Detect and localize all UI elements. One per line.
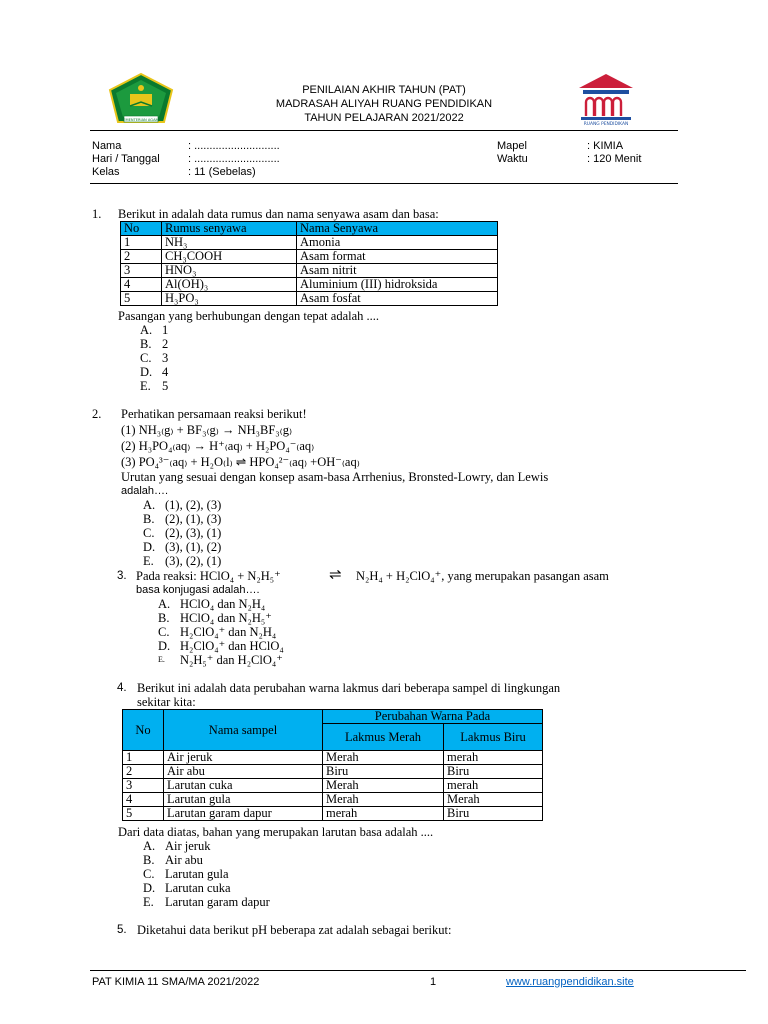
kelas-row xyxy=(92,166,352,179)
student-info xyxy=(92,140,352,179)
q3-number: 3. xyxy=(117,570,127,582)
q3-text-a: Pada reaksi: HClO₄ + N₂H₅⁺ xyxy=(136,569,281,583)
kemenag-logo-text: KEMENTERIAN AGAMA xyxy=(120,118,162,122)
table-row: 1 Air jeruk Merah merah xyxy=(123,751,543,765)
nama-field[interactable]: : ............................ xyxy=(188,140,280,152)
option-c[interactable]: C. 3 xyxy=(140,351,169,365)
title-line-1: PENILAIAN AKHIR TAHUN (PAT) xyxy=(302,84,466,96)
footer-left: PAT KIMIA 11 SMA/MA 2021/2022 xyxy=(92,976,260,988)
q4-prompt: Dari data diatas, bahan yang merupakan larutan basa adalah .... xyxy=(118,825,434,839)
q1-options xyxy=(140,323,168,393)
option-b[interactable]: B. (2), (1), (3) xyxy=(143,512,222,526)
q2-prompt-line-2: adalah…. xyxy=(121,485,169,497)
option-c[interactable]: C. Larutan gula xyxy=(143,867,229,881)
option-a[interactable]: A. HClO₄ dan N₂H₄ xyxy=(158,597,266,611)
q4-header-group: Perubahan Warna Pada xyxy=(323,710,543,724)
title-line-2: MADRASAH ALIYAH RUANG PENDIDIKAN xyxy=(275,98,493,110)
q3-options xyxy=(158,597,284,667)
option-a[interactable]: A. (1), (2), (3) xyxy=(143,498,222,512)
q1-header-name: Nama Senyawa xyxy=(297,222,498,236)
q4-options xyxy=(143,839,270,909)
option-c[interactable]: C. H₂ClO₄⁺ dan N₂H₄ xyxy=(158,625,277,639)
page-number: 1 xyxy=(430,976,437,988)
nama-label: Nama xyxy=(92,140,122,152)
table-row: 1 NH₃ Amonia xyxy=(121,236,498,250)
table-row: 5 H₃PO₃ Asam fosfat xyxy=(121,292,498,306)
option-e[interactable]: E. 5 xyxy=(140,379,169,393)
option-d[interactable]: D. H₂ClO₄⁺ dan HClO₄ xyxy=(158,639,284,653)
option-e[interactable]: E. N₂H₅⁺ dan H₂ClO₄⁺ xyxy=(158,653,283,667)
option-d[interactable]: D. (3), (1), (2) xyxy=(143,540,222,554)
mapel-value: : KIMIA xyxy=(587,140,624,152)
option-a[interactable]: A. Air jeruk xyxy=(143,839,211,853)
table-row: 4 Al(OH)₃ Aluminium (III) hidroksida xyxy=(121,278,498,292)
q1-text: Berikut in adalah data rumus dan nama senyawa asam dan basa: xyxy=(118,207,439,221)
header-rule-top xyxy=(90,130,678,131)
table-row: 4 Larutan gula Merah Merah xyxy=(123,793,543,807)
q1-header-no: No xyxy=(121,222,162,236)
school-logo-text: RUANG PENDIDIKAN xyxy=(583,122,629,126)
table-row: 3 Larutan cuka Merah merah xyxy=(123,779,543,793)
mapel-label: Mapel xyxy=(497,140,527,152)
table-row: 2 CH₃COOH Asam format xyxy=(121,250,498,264)
q1-prompt: Pasangan yang berhubungan dengan tepat adalah .... xyxy=(118,309,380,323)
option-a[interactable]: A. 1 xyxy=(140,323,169,337)
q5-text: Diketahui data berikut pH beberapa zat adalah sebagai berikut: xyxy=(137,923,452,937)
q1-number: 1. xyxy=(92,207,102,221)
subject-info xyxy=(497,140,677,166)
q4-text-line-1: Berikut ini adalah data perubahan warna lakmus dari beberapa sampel di lingkungan xyxy=(137,681,561,695)
waktu-value: : 120 Menit xyxy=(587,153,642,165)
option-e[interactable]: E. Larutan garam dapur xyxy=(143,895,270,909)
q1-header-formula: Rumus senyawa xyxy=(162,222,297,236)
hari-field[interactable]: : ............................ xyxy=(188,153,280,165)
waktu-label: Waktu xyxy=(497,153,528,165)
table-row: 2 Air abu Biru Biru xyxy=(123,765,543,779)
q2-prompt-line-1: Urutan yang sesuai dengan konsep asam-basa Arrhenius, Bronsted-Lowry, dan Lewis xyxy=(121,470,549,484)
q3-line-2: basa konjugasi adalah…. xyxy=(136,584,260,596)
q4-header-sample: Nama sampel xyxy=(164,710,323,751)
q4-header-biru: Lakmus Biru xyxy=(444,724,543,751)
q4-text-line-2: sekitar kita: xyxy=(137,695,196,709)
footer-link[interactable]: www.ruangpendidikan.site xyxy=(506,976,634,988)
table-row: 3 HNO₃ Asam nitrit xyxy=(121,264,498,278)
q5-number: 5. xyxy=(117,924,127,936)
q2-text: Perhatikan persamaan reaksi berikut! xyxy=(121,407,307,421)
q2-body xyxy=(121,407,548,498)
option-d[interactable]: D. Larutan cuka xyxy=(143,881,231,895)
option-e[interactable]: E. (3), (2), (1) xyxy=(143,554,222,568)
header-rule-bottom xyxy=(90,183,678,184)
hari-label: Hari / Tanggal xyxy=(92,153,160,165)
hari-row xyxy=(92,153,352,166)
kelas-label: Kelas xyxy=(92,166,120,178)
nama-row xyxy=(92,140,352,153)
exam-title xyxy=(0,83,768,125)
footer-rule xyxy=(90,970,746,971)
option-d[interactable]: D. 4 xyxy=(140,365,169,379)
q2-number: 2. xyxy=(92,407,102,421)
option-b[interactable]: B. 2 xyxy=(140,337,169,351)
q2-reaction-1: (1) NH₃₍g₎ + BF₃₍g₎ → NH₃BF₃₍g₎ xyxy=(121,423,293,437)
q3-text-b: N₂H₄ + H₂ClO₄⁺, yang merupakan pasangan asam xyxy=(356,569,609,583)
option-c[interactable]: C. (2), (3), (1) xyxy=(143,526,222,540)
q2-reaction-2: (2) H₃PO₄₍aq₎ → H⁺₍aq₎ + H₂PO₄⁻₍aq₎ xyxy=(121,439,315,453)
kelas-value: : 11 (Sebelas) xyxy=(188,166,256,178)
q4-header-no: No xyxy=(123,710,164,751)
title-line-3: TAHUN PELAJARAN 2021/2022 xyxy=(304,112,464,124)
q3-arrow: ⇌ xyxy=(329,567,342,583)
table-row: 5 Larutan garam dapur merah Biru xyxy=(123,807,543,821)
q4-header-merah: Lakmus Merah xyxy=(323,724,444,751)
q4-number: 4. xyxy=(117,682,127,694)
q4-table xyxy=(122,709,543,821)
option-b[interactable]: B. HClO₄ dan N₂H₅⁺ xyxy=(158,611,272,625)
q4-body xyxy=(137,681,560,709)
q2-reaction-3: (3) PO₄³⁻₍aq₎ + H₂O₍l₎ ⇌ HPO₄²⁻₍aq₎ +OH⁻₍aq₎ xyxy=(121,455,360,469)
q1-table xyxy=(120,221,498,306)
option-b[interactable]: B. Air abu xyxy=(143,853,203,867)
school-logo xyxy=(575,72,637,126)
q2-options xyxy=(143,498,221,568)
